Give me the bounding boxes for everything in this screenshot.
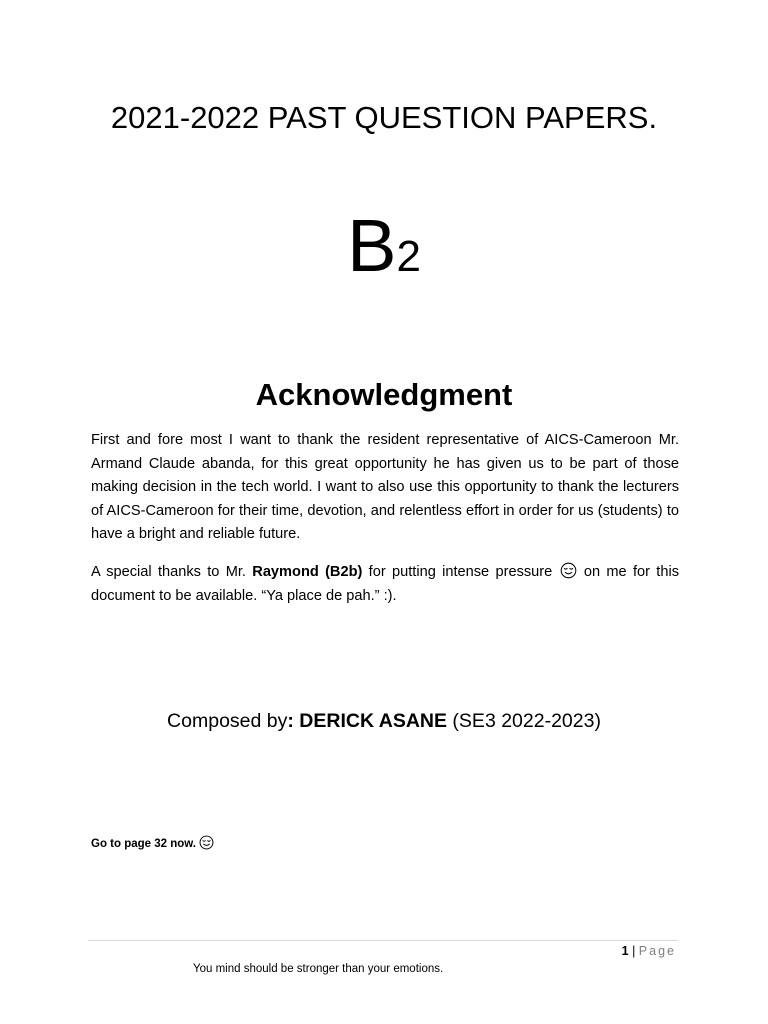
footer-divider: [88, 940, 678, 941]
document-title: 2021-2022 PAST QUESTION PAPERS.: [110, 100, 658, 135]
page-word: Page: [638, 944, 676, 958]
author-class: (SE3 2022-2023): [447, 710, 601, 732]
acknowledgment-heading: Acknowledgment: [255, 377, 513, 412]
composed-by-line: [0, 707, 768, 735]
section-code: [0, 206, 768, 297]
paragraph-2-text-end: on me for this document to be available. “Ya place de pah.” :).: [91, 564, 679, 604]
page-number-value: 1: [621, 944, 629, 958]
section-letter: B: [347, 204, 397, 287]
acknowledgment-paragraph-2: [91, 561, 679, 608]
raymond-name: Raymond (B2b): [252, 564, 363, 580]
composed-by-label: Composed by: [167, 710, 288, 732]
footer-quote: You mind should be stronger than your emotions.: [193, 963, 444, 975]
paragraph-2-text-start: A special thanks to Mr.: [91, 564, 253, 580]
goto-page-text: Go to page 32 now.: [91, 838, 196, 850]
page-number-separator: |: [628, 944, 639, 958]
author-name: DERICK ASANE: [299, 710, 448, 732]
paragraph-2-text-middle: for putting intense pressure: [362, 564, 553, 580]
relieved-face-icon: [560, 562, 577, 579]
acknowledgment-paragraph-1: First and fore most I want to thank the resident representative of AICS-Cameroon Mr. Armand Claude abanda, for this great opportunity he has given us to be part of those making decision in the tech world. I want to also use this opportunity to thank the lecturers of AICS-Cameroon for their time, devotion, and relentless effort in order for us (students) to have a bright and reliable future.: [91, 432, 679, 542]
page-number: [622, 942, 676, 960]
composed-by-colon: :: [287, 710, 300, 732]
section-number: 2: [396, 232, 421, 281]
smiling-face-icon: [199, 835, 214, 850]
goto-page-note: [91, 834, 215, 854]
